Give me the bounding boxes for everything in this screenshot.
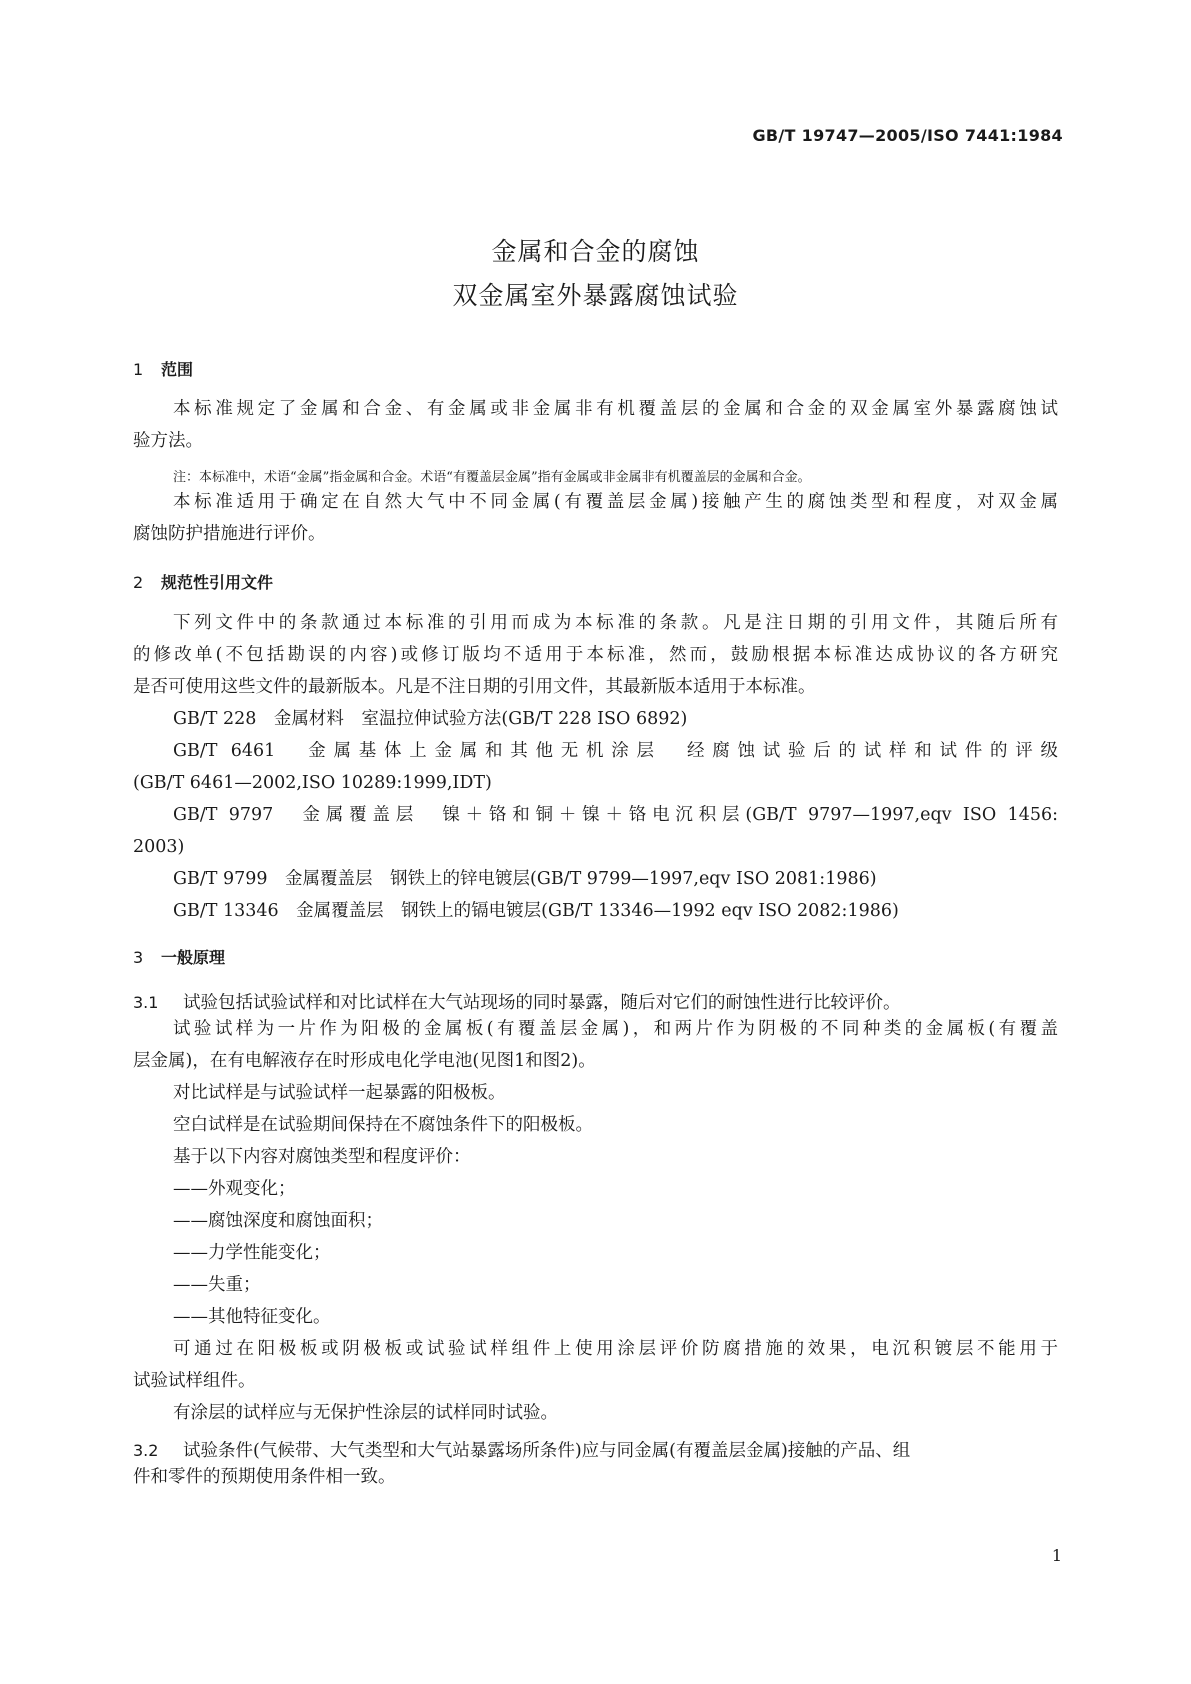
list-item: ——失重； bbox=[173, 1275, 261, 1295]
section-1-heading bbox=[133, 357, 193, 380]
clause-text: 试验包括试验试样和对比试样在大气站现场的同时暴露，随后对它们的耐蚀性进行比较评价。 bbox=[183, 993, 901, 1013]
list-item: ——外观变化； bbox=[173, 1179, 296, 1199]
paragraph: 本标准适用于确定在自然大气中不同金属(有覆盖层金属)接触产生的腐蚀类型和程度，对双金属 bbox=[173, 492, 1058, 512]
paragraph: 试验试样组件。 bbox=[133, 1371, 256, 1391]
paragraph: 是否可使用这些文件的最新版本。凡是不注日期的引用文件，其最新版本适用于本标准。 bbox=[133, 677, 816, 697]
reference-item: GB/T 228 金属材料 室温拉伸试验方法(GB/T 228 ISO 6892) bbox=[173, 709, 688, 729]
list-item: ——其他特征变化。 bbox=[173, 1307, 331, 1327]
paragraph: 的修改单(不包括勘误的内容)或修订版均不适用于本标准，然而，鼓励根据本标准达成协议的各方研究 bbox=[133, 645, 1058, 665]
section-number: 1 bbox=[133, 360, 144, 379]
paragraph: 腐蚀防护措施进行评价。 bbox=[133, 524, 326, 544]
paragraph: 下列文件中的条款通过本标准的引用而成为本标准的条款。凡是注日期的引用文件，其随后所有 bbox=[173, 613, 1058, 633]
clause-3-2 bbox=[133, 1437, 1058, 1462]
paragraph: 试验试样为一片作为阳极的金属板(有覆盖层金属)，和两片作为阴极的不同种类的金属板(有覆盖 bbox=[173, 1019, 1058, 1039]
reference-item: 2003) bbox=[133, 837, 185, 857]
clause-number: 3.1 bbox=[133, 993, 159, 1012]
title-line-1: 金属和合金的腐蚀 bbox=[491, 237, 700, 266]
paragraph: 基于以下内容对腐蚀类型和程度评价： bbox=[173, 1147, 471, 1167]
section-title: 规范性引用文件 bbox=[161, 573, 274, 592]
paragraph: 件和零件的预期使用条件相一致。 bbox=[133, 1467, 396, 1487]
note: 注：本标准中，术语“金属”指金属和合金。术语“有覆盖层金属”指有金属或非金属非有机覆盖层的金属和合金。 bbox=[173, 470, 811, 485]
paragraph: 对比试样是与试验试样一起暴露的阳极板。 bbox=[173, 1083, 506, 1103]
title-line-2: 双金属室外暴露腐蚀试验 bbox=[452, 281, 739, 310]
standard-number: GB/T 19747—2005/ISO 7441:1984 bbox=[752, 126, 1063, 145]
section-title: 一般原理 bbox=[161, 948, 226, 967]
paragraph: 空白试样是在试验期间保持在不腐蚀条件下的阳极板。 bbox=[173, 1115, 593, 1135]
clause-3-1 bbox=[133, 989, 901, 1014]
paragraph: 层金属)，在有电解液存在时形成电化学电池(见图1和图2)。 bbox=[133, 1051, 596, 1071]
reference-item: (GB/T 6461—2002,ISO 10289:1999,IDT) bbox=[133, 773, 492, 793]
reference-item: GB/T 13346 金属覆盖层 钢铁上的镉电镀层(GB/T 13346—1992 eqv ISO 2082:1986) bbox=[173, 901, 899, 921]
section-3-heading bbox=[133, 945, 225, 968]
section-2-heading bbox=[133, 570, 273, 593]
list-item: ——腐蚀深度和腐蚀面积； bbox=[173, 1211, 383, 1231]
clause-number: 3.2 bbox=[133, 1441, 159, 1460]
section-number: 3 bbox=[133, 948, 144, 967]
paragraph: 可通过在阳极板或阴极板或试验试样组件上使用涂层评价防腐措施的效果，电沉积镀层不能用于 bbox=[173, 1339, 1058, 1359]
clause-text: 试验条件(气候带、大气类型和大气站暴露场所条件)应与同金属(有覆盖层金属)接触的产品、组 bbox=[183, 1441, 911, 1461]
section-number: 2 bbox=[133, 573, 144, 592]
section-title: 范围 bbox=[161, 360, 194, 379]
list-item: ——力学性能变化； bbox=[173, 1243, 331, 1263]
page-number: 1 bbox=[1051, 1546, 1062, 1565]
reference-item: GB/T 9797 金属覆盖层 镍＋铬和铜＋镍＋铬电沉积层(GB/T 9797—1997,eqv ISO 1456: bbox=[173, 805, 1058, 825]
paragraph: 验方法。 bbox=[133, 431, 203, 451]
reference-item: GB/T 6461 金属基体上金属和其他无机涂层 经腐蚀试验后的试样和试件的评级 bbox=[173, 741, 1058, 761]
reference-item: GB/T 9799 金属覆盖层 钢铁上的锌电镀层(GB/T 9799—1997,eqv ISO 2081:1986) bbox=[173, 869, 877, 889]
paragraph: 本标准规定了金属和合金、有金属或非金属非有机覆盖层的金属和合金的双金属室外暴露腐蚀试 bbox=[173, 399, 1058, 419]
paragraph: 有涂层的试样应与无保护性涂层的试样同时试验。 bbox=[173, 1403, 558, 1423]
